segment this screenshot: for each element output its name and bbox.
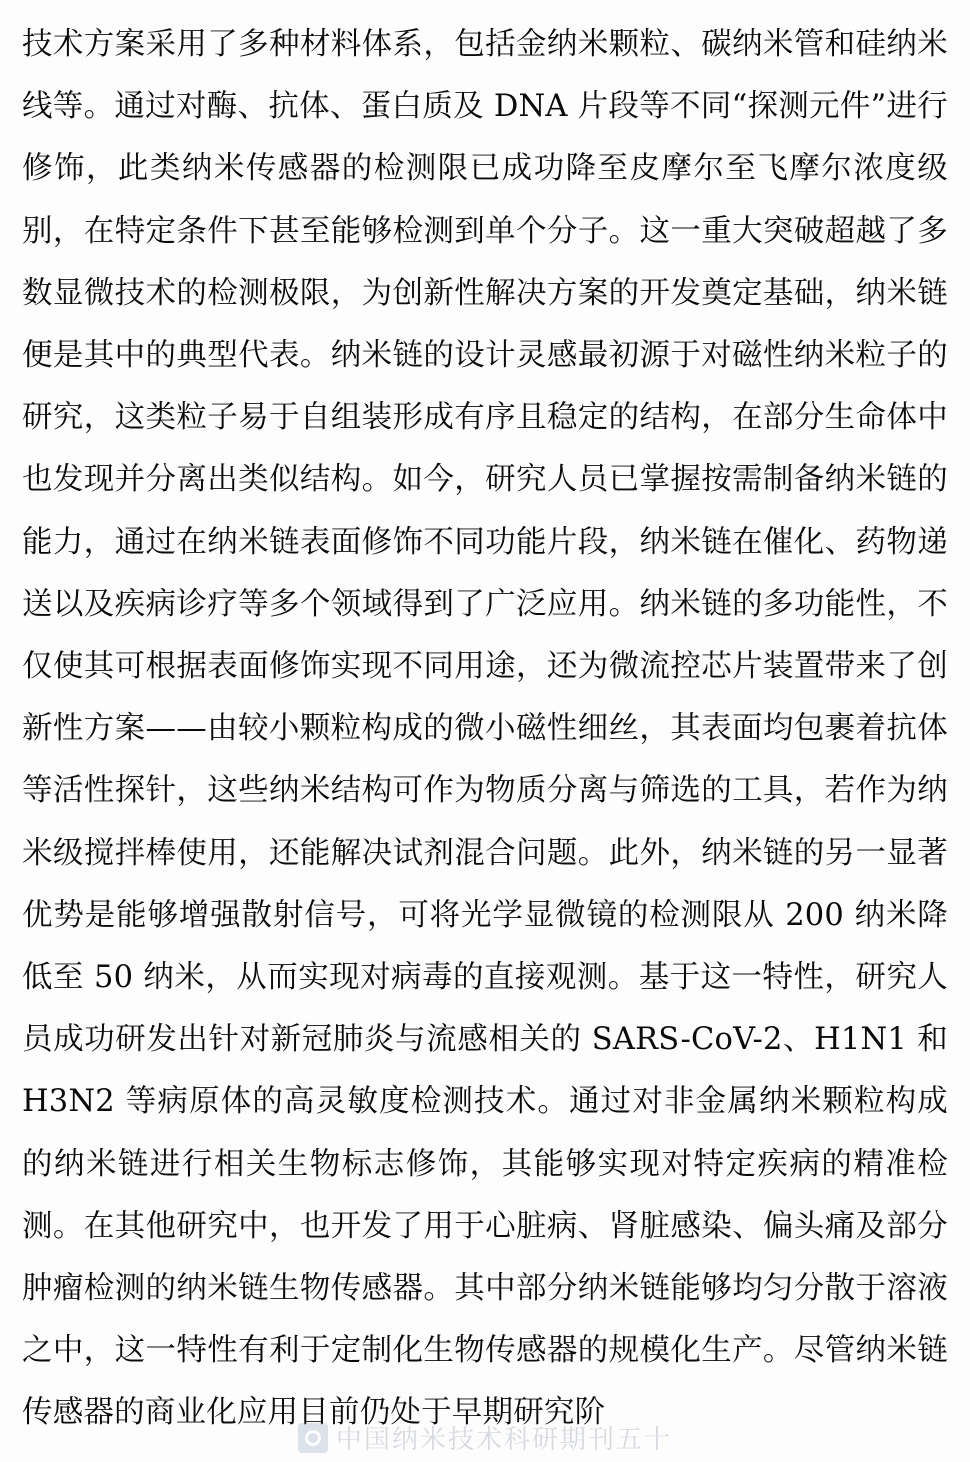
body-paragraph: 技术方案采用了多种材料体系，包括金纳米颗粒、碳纳米管和硅纳米线等。通过对酶、抗体、蛋白质及 DNA 片段等不同“探测元件”进行修饰，此类纳米传感器的检测限已成功降至皮摩尔至飞摩尔浓度级别，在特定条件下甚至能够检测到单个分子。这一重大突破超越了多数显微技术的检测极限，为创新性解决方案的开发奠定基础，纳米链便是其中的典型代表。纳米链的设计灵感最初源于对磁性纳米粒子的研究，这类粒子易于自组装形成有序且稳定的结构，在部分生命体中也发现并分离出类似结构。如今，研究人员已掌握按需制备纳米链的能力，通过在纳米链表面修饰不同功能片段，纳米链在催化、药物递送以及疾病诊疗等多个领域得到了广泛应用。纳米链的多功能性，不仅使其可根据表面修饰实现不同用途，还为微流控芯片装置带来了创新性方案——由较小颗粒构成的微小磁性细丝，其表面均包裹着抗体等活性探针，这些纳米结构可作为物质分离与筛选的工具，若作为纳米级搅拌棒使用，还能解决试剂混合问题。此外，纳米链的另一显著优势是能够增强散射信号，可将光学显微镜的检测限从 200 纳米降低至 50 纳米，从而实现对病毒的直接观测。基于这一特性，研究人员成功研发出针对新冠肺炎与流感相关的 SARS-CoV-2、H1N1 和 H3N2 等病原体的高灵敏度检测技术。通过对非金属纳米颗粒构成的纳米链进行相关生物标志修饰，其能够实现对特定疾病的精准检测。在其他研究中，也开发了用于心脏病、肾脏感染、偏头痛及部分肿瘤检测的纳米链生物传感器。其中部分纳米链能够均匀分散于溶液之中，这一特性有利于定制化生物传感器的规模化生产。尽管纳米链传感器的商业化应用目前仍处于早期研究阶 — [22, 27, 958, 1431]
watermark-text: 中国纳米技术科研期刊五十 — [335, 1425, 673, 1455]
